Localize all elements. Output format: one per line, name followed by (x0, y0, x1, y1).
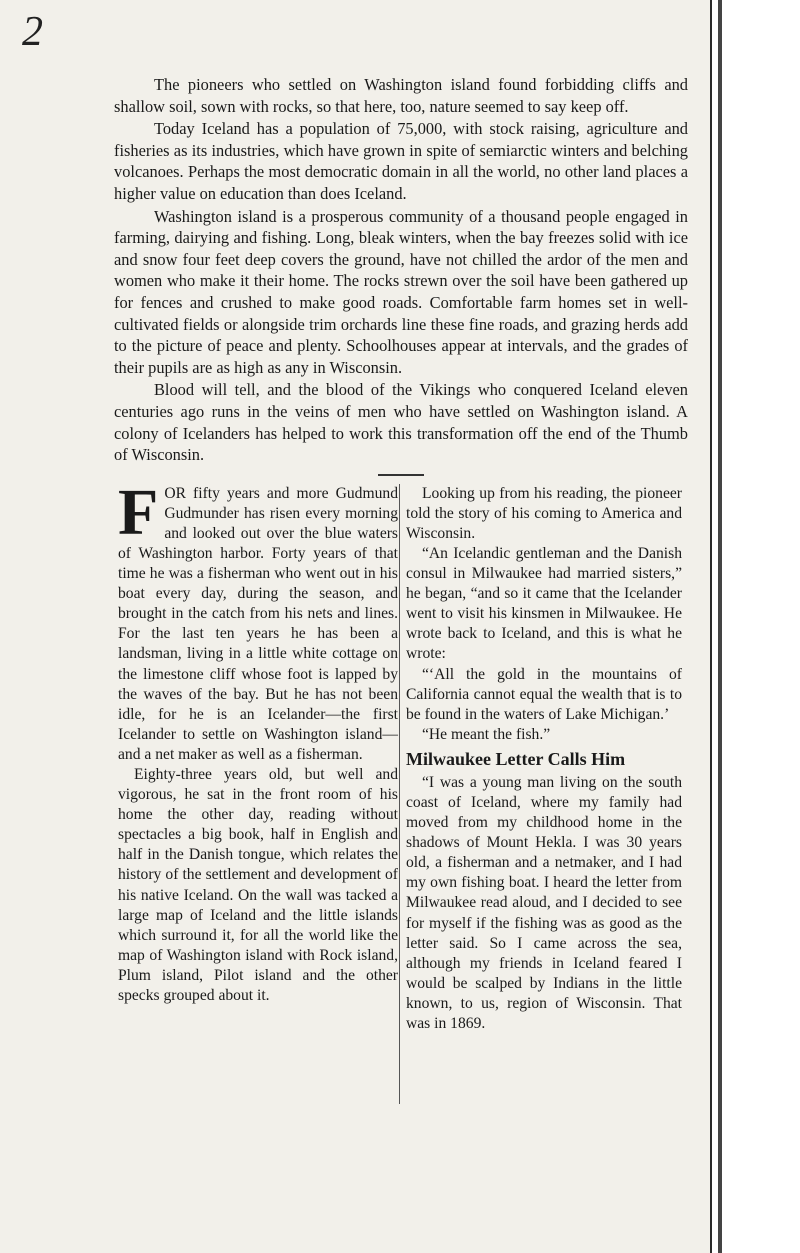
edge-rule (718, 0, 722, 1253)
column-rule (399, 484, 400, 1104)
intro-paragraph: The pioneers who settled on Washington island found forbidding cliffs and shallow soil, sown with rocks, so that here, too, nature seemed to say keep off. (114, 75, 688, 116)
body-paragraph: Eighty-three years old, but well and vigorous, he sat in the front room of his home the other day, reading without spectacles a big book, half in English and half in the Danish tongue, which relates the history of the settlement and development of his native Iceland. On the wall was tacked a large map of Iceland and the little islands which surround it, for all the world like the map of Washington island with Rock island, Plum island, Pilot island and the other specks grouped about it. (118, 766, 398, 1005)
body-paragraph: “He meant the fish.” (422, 725, 551, 743)
intro-paragraph: Blood will tell, and the blood of the Vikings who conquered Iceland eleven centuries ago runs in the veins of men who have settled on Washington island. A colony of Icelanders has helped to work this transformation off the end of the Thumb of Wisconsin. (114, 380, 688, 465)
body-paragraph: “‘All the gold in the mountains of California cannot equal the wealth that is to be found in the waters of Lake Michigan.’ (406, 665, 682, 723)
subheading: Milwaukee Letter Calls Him (406, 748, 626, 769)
left-column (118, 475, 398, 1006)
opening-paragraph-text: OR fifty years and more Gudmund Gudmunder has risen every morning and looked out over the blue waters of Washington harbor. Forty years of that time he was a fisherman who went out in his boat every day, during the season, and brought in the catch from his nets and lines. For the last ten years he has been a landsman, living in a little white cottage on the limestone cliff whose foot is lapped by the waves of the bay. But he has not been idle, for he is an Icelander—the first Icelander to settle on Washington island—and a net maker as well as a fisherman. (118, 484, 398, 763)
body-paragraph: Looking up from his reading, the pioneer told the story of his coming to America and Wisconsin. (406, 484, 682, 542)
page-number: 2 (22, 9, 43, 55)
intro-paragraph: Washington island is a prosperous community of a thousand people engaged in farming, dairying and fishing. Long, bleak winters, when the bay freezes solid with ice and snow four feet deep covers the ground, have not chilled the ardor of the men and women who make it their home. The rocks strewn over the soil have been gathered up for fences and crushed to make good roads. Comfortable farm homes set in well-cultivated fields or alongside trim orchards line these fine roads, and grazing herds add to the picture of peace and plenty. Schoolhouses appear at intervals, and the grades of their pupils are as high as any in Wisconsin. (114, 206, 688, 377)
intro-paragraph: Today Iceland has a population of 75,000, with stock raising, agriculture and fisheries as its industries, which have grown in spite of semiarctic winters and belching volcanoes. Perhaps the most democratic domain in all the world, no other land places a higher value on education than does Iceland. (114, 119, 688, 203)
section-divider (378, 474, 424, 476)
body-paragraph: “An Icelandic gentleman and the Danish consul in Milwaukee had married sisters,” he began, “and so it came that the Icelander went to visit his kinsmen in Milwaukee. He wrote back to Iceland, and this is what he wrote: (406, 544, 682, 663)
intro-section (114, 74, 688, 466)
page-edge (710, 0, 800, 1253)
article (114, 74, 688, 1124)
opening-paragraph (118, 475, 398, 765)
right-column (406, 484, 682, 1034)
body-paragraph: “I was a young man living on the south coast of Iceland, where my family had moved from my childhood home in the shadows of Mount Hekla. I was 30 years old, a fisherman and a netmaker, and I had my own fishing boat. I heard the letter from Milwaukee read aloud, and I decided to see for myself if the fishing was as good as the letter said. So I came across the sea, although my friends in Iceland feared I would be scalped by Indians in the little known, to us, region of Wisconsin. That was in 1869. (406, 773, 682, 1033)
two-column-body (114, 475, 688, 1124)
drop-cap: F (118, 475, 159, 549)
